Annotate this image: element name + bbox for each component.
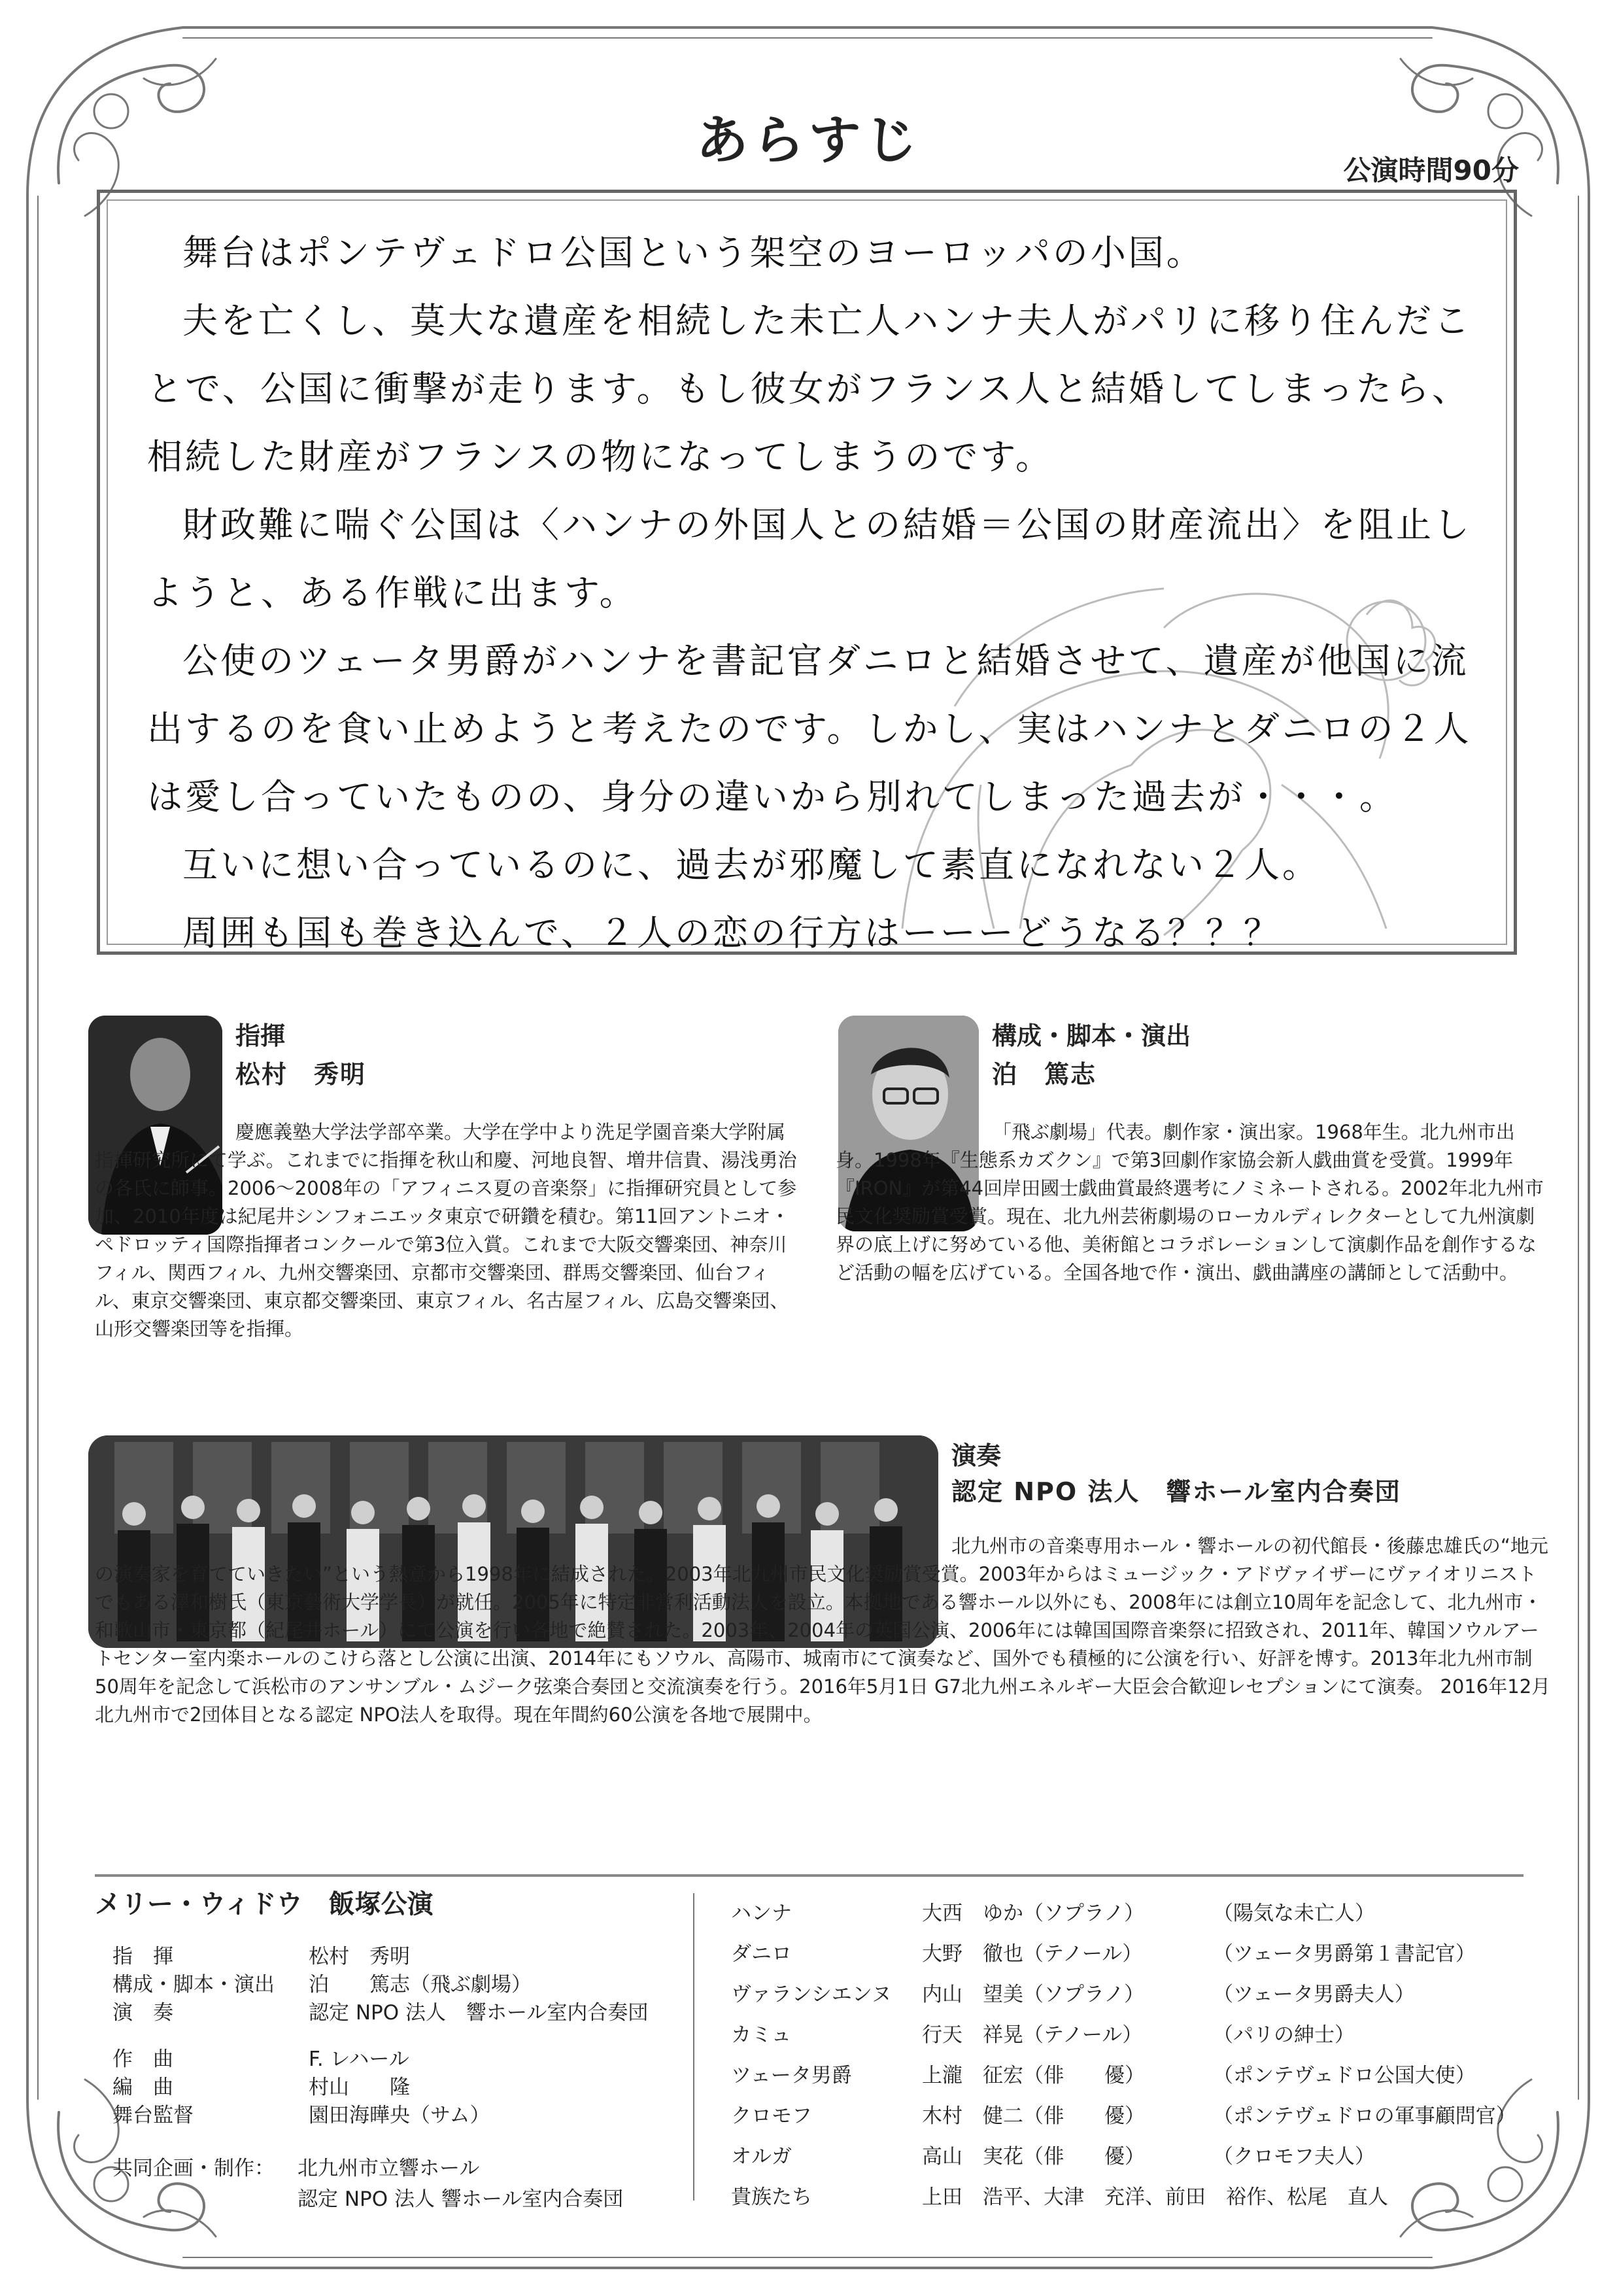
cast-character-desc: （クロモフ夫人） bbox=[1213, 2145, 1375, 2168]
credits-divider bbox=[95, 1874, 1523, 1877]
staff-role: 編 曲 bbox=[112, 2076, 173, 2099]
synopsis-paragraph: 互いに想い合っているのに、過去が邪魔して素直になれない２人。 bbox=[182, 844, 1320, 885]
cast-character-desc: （ポンテヴェドロの軍事顧問官） bbox=[1213, 2104, 1516, 2128]
cast-role: ヴァランシエンヌ bbox=[731, 1983, 892, 2006]
cast-actor: 上田 浩平、大津 充洋、前田 裕作、松尾 直人 bbox=[922, 2185, 1388, 2209]
cast-actor: 木村 健二（俳 優） bbox=[922, 2104, 1145, 2128]
cast-role: クロモフ bbox=[731, 2104, 812, 2128]
director-bio: 「飛ぶ劇場」代表。劇作家・演出家。1968年生。北九州市出身。1998年『生態系カズクン』で第3回劇作家協会新人戯曲賞を受賞。1999年『IRON』が第44回岸田國士戯曲賞最終選考にノミネートされる。2002年北九州市民文化奨励賞受賞。現在、北九州芸術劇場のローカルディレクターとして九州演劇界の底上げに努めている他、美術館とコラボレーションして演劇作品を創作するなど活動の幅を広げている。全国各地で作・演出、戯曲講座の講師として活動中。 bbox=[836, 1121, 1544, 1284]
cast-role: ダニロ bbox=[731, 1942, 792, 1966]
cast-actor: 大野 徹也（テノール） bbox=[922, 1942, 1143, 1966]
cast-role: ツェータ男爵 bbox=[731, 2064, 852, 2087]
ensemble-role: 演奏 bbox=[951, 1441, 1002, 1470]
director-role: 構成・脚本・演出 bbox=[992, 1021, 1191, 1050]
cast-role: ハンナ bbox=[731, 1902, 792, 1925]
cast-character-desc: （パリの紳士） bbox=[1213, 2023, 1355, 2047]
cast-character-desc: （ツェータ男爵夫人） bbox=[1213, 1983, 1415, 2006]
staff-role: 演 奏 bbox=[112, 2001, 173, 2025]
production-organizer: 北九州市立響ホール bbox=[298, 2157, 480, 2180]
cast-character-desc: （陽気な未亡人） bbox=[1213, 1902, 1375, 1925]
staff-name: 泊 篤志（飛ぶ劇場） bbox=[309, 1973, 532, 1996]
staff-role: 構成・脚本・演出 bbox=[112, 1973, 275, 1996]
cast-actor: 内山 望美（ソプラノ） bbox=[922, 1983, 1145, 2006]
synopsis-paragraph: 周囲も国も巻き込んで、２人の恋の行方はーーーどうなる？？？ bbox=[182, 912, 1282, 953]
synopsis-title: あらすじ bbox=[696, 110, 921, 171]
credits-title: メリー・ウィドウ 飯塚公演 bbox=[95, 1889, 434, 1919]
synopsis-paragraph: 財政難に喘ぐ公国は〈ハンナの外国人との結婚＝公国の財産流出〉を阻止しようと、ある作戦に出ます。 bbox=[147, 504, 1472, 613]
cast-role: オルガ bbox=[731, 2145, 792, 2168]
cast-role: カミュ bbox=[731, 2023, 792, 2047]
synopsis-body bbox=[147, 219, 1481, 967]
credits-column-divider bbox=[693, 1893, 694, 2201]
cast-actor: 高山 実花（俳 優） bbox=[922, 2145, 1145, 2168]
staff-name: F. レハール bbox=[309, 2048, 409, 2071]
cast-actor: 行天 祥晃（テノール） bbox=[922, 2023, 1143, 2047]
conductor-name: 松村 秀明 bbox=[235, 1060, 367, 1089]
synopsis-paragraph: 舞台はポンテヴェドロ公国という架空のヨーロッパの小国。 bbox=[182, 232, 1204, 273]
synopsis-paragraph: 公使のツェータ男爵がハンナを書記官ダニロと結婚させて、遺産が他国に流出するのを食い止めようと考えたのです。しかし、実はハンナとダニロの２人は愛し合っていたものの、身分の違いから別れてしまった過去が・・・。 bbox=[147, 640, 1472, 817]
cast-character-desc: （ポンテヴェドロ公国大使） bbox=[1213, 2064, 1476, 2087]
production-organizer: 認定 NPO 法人 響ホール室内合奏団 bbox=[298, 2187, 624, 2211]
ensemble-bio-text: 北九州市の音楽専用ホール・響ホールの初代館長・後藤忠雄氏の“地元の演奏家を育てていきたい”という熱意から1998年に結成された。2003年北九州市民文化奨励賞受賞。2003年からはミュージック・アドヴァイザーにヴァイオリニストでもある澤和樹氏（東京藝術大学学長）が就任。2005年に特定非営利活動法人を設立。本拠地である響ホール以外にも、2008年には創立10周年を記念して、北九州市・和歌山市・東京都（紀尾井ホール）にて公演を行い各地で絶賛された。2003年、2004年の英国公演、2006年には韓国国際音楽祭に招致され、2011年、韓国ソウルアートセンター室内楽ホールのこけら落とし公演に出演、2014年にもソウル、高陽市、城南市にて演奏など、国外でも積極的に公演を行い、好評を博す。2013年北九州市制50周年を記念して浜松市のアンサンブル・ムジーク弦楽合奏団と交流演奏を行う。2016年5月1日 G7北九州エネルギー大臣会合歓迎レセプションにて演奏。 2016年12月北九州市で2団体目となる認定 NPO法人を取得。現在年間約60公演を各地で展開中。 bbox=[95, 1535, 1551, 1726]
ensemble-name: 認定 NPO 法人 響ホール室内合奏団 bbox=[951, 1477, 1401, 1506]
conductor-bio: 慶應義塾大学法学部卒業。大学在学中より洗足学園音楽大学附属指揮研究所にて学ぶ。これまでに指揮を秋山和慶、河地良智、増井信貴、湯浅勇治の各氏に師事。2006～2008年の「アフィニス夏の音楽祭」に指揮研究員として参加、2010年度は紀尾井シンフォニエッタ東京で研鑽を積む。第11回アントニオ・ペドロッティ国際指揮者コンクールで第3位入賞。これまで大阪交響楽団、神奈川フィル、関西フィル、九州交響楽団、京都市交響楽団、群馬交響楽団、仙台フィル、東京交響楽団、東京都交響楽団、東京フィル、名古屋フィル、広島交響楽団、山形交響楽団等を指揮。 bbox=[95, 1121, 797, 1340]
cast-actor: 大西 ゆか（ソプラノ） bbox=[922, 1902, 1145, 1925]
staff-name: 松村 秀明 bbox=[309, 1945, 410, 1968]
ensemble-bio bbox=[95, 1532, 1553, 1729]
staff-role: 作 曲 bbox=[112, 2048, 173, 2071]
performance-duration: 公演時間90分 bbox=[1343, 154, 1519, 186]
cast-actor: 上瀧 征宏（俳 優） bbox=[922, 2064, 1145, 2087]
synopsis-paragraph: 夫を亡くし、莫大な遺産を相続した未亡人ハンナ夫人がパリに移り住んだことで、公国に衝撃が走ります。もし彼女がフランス人と結婚してしまったら、相続した財産がフランスの物になってしまうのです。 bbox=[147, 300, 1472, 477]
staff-role: 舞台監督 bbox=[112, 2104, 194, 2127]
director-name: 泊 篤志 bbox=[992, 1060, 1097, 1089]
conductor-role: 指揮 bbox=[235, 1021, 286, 1050]
staff-name: 村山 隆 bbox=[309, 2076, 410, 2099]
staff-role: 指 揮 bbox=[112, 1945, 173, 1968]
production-label: 共同企画・制作： bbox=[112, 2157, 275, 2180]
staff-name: 園田海曄央（サム） bbox=[309, 2104, 490, 2127]
cast-role: 貴族たち bbox=[731, 2185, 812, 2209]
cast-character-desc: （ツェータ男爵第１書記官） bbox=[1213, 1942, 1476, 1966]
staff-name: 認定 NPO 法人 響ホール室内合奏団 bbox=[309, 2001, 649, 2025]
